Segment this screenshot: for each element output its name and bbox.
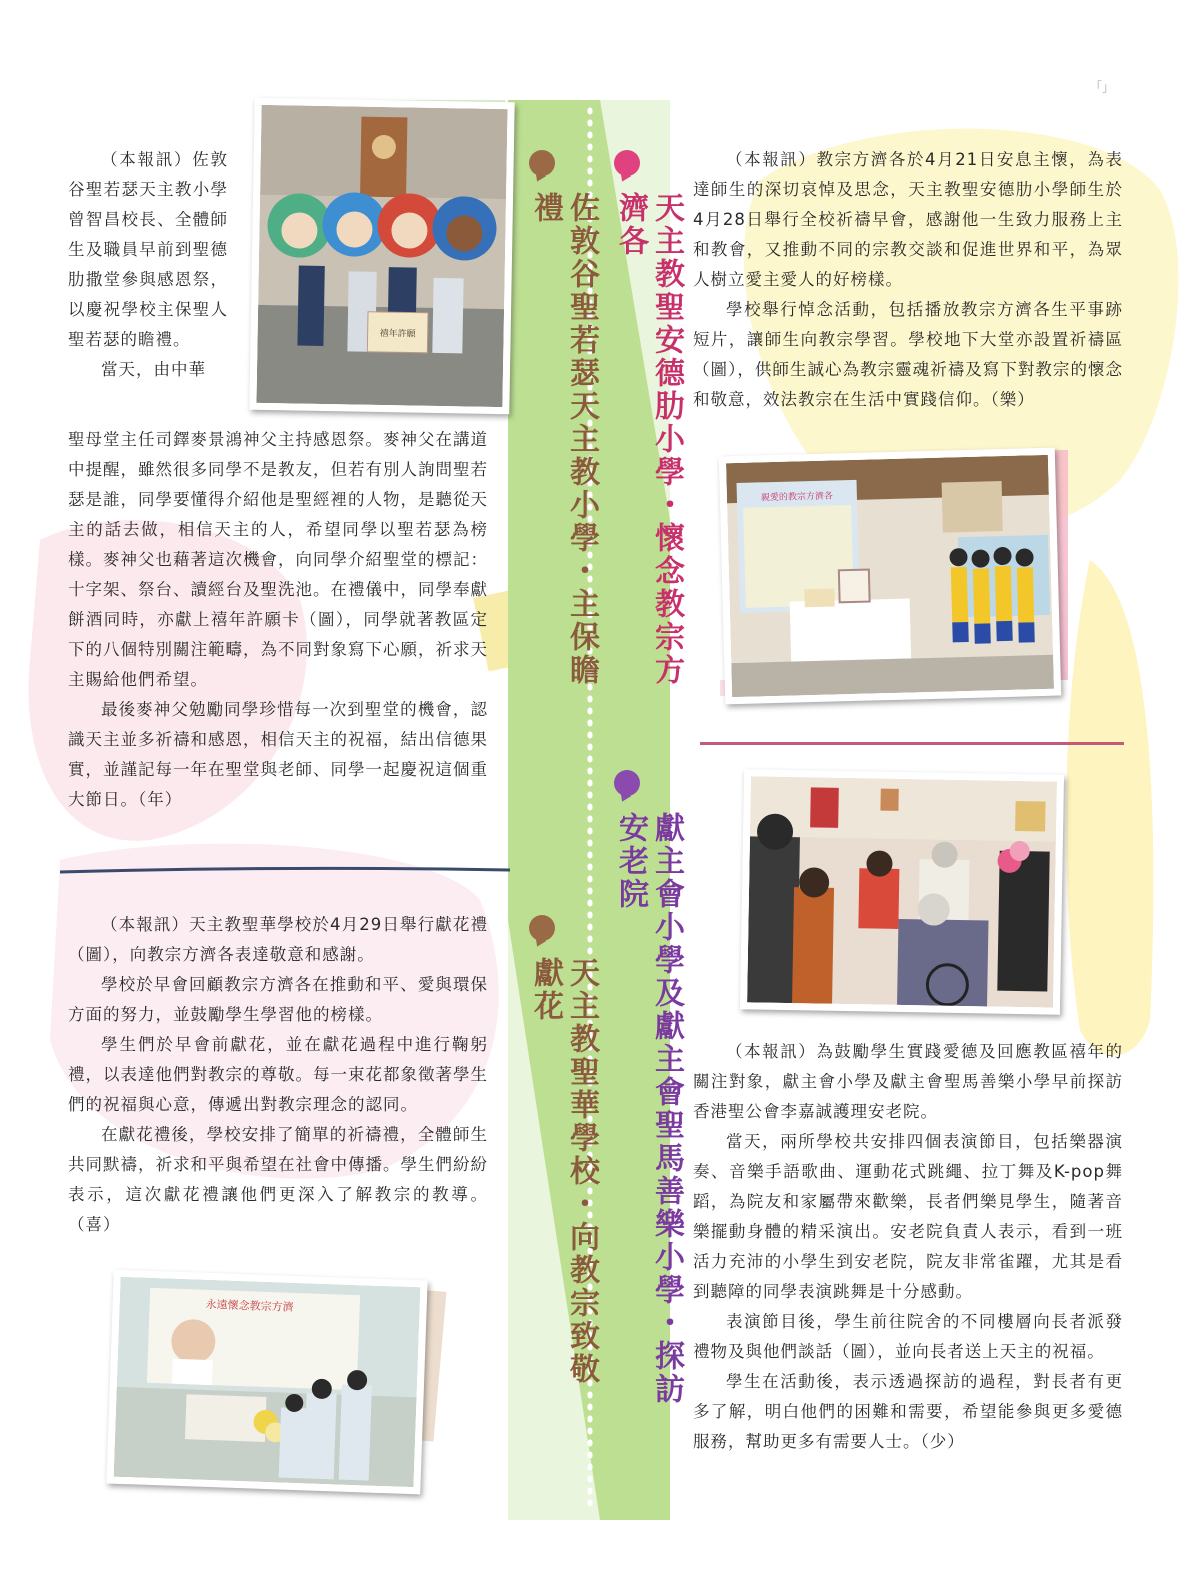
- bullet-dot-purple: [614, 770, 640, 796]
- prayer-board-title: 親愛的教宗方濟各: [760, 491, 834, 504]
- photo-students-with-mascots: [249, 98, 514, 414]
- article1-para2-rest: 聖母堂主任司鐸麥景鴻神父主持感恩祭。麥神父在講道中提醒，雖然很多同學不是教友，但若有別人詢問聖若瑟是誰，同學要懂得介紹他是聖經裡的人物，是聽從天主的話去做，相信天主的人，希望同學以聖若瑟為榜樣。麥神父也藉著這次機會，向同學介紹聖堂的標記：十字架、祭台、讀經台及聖洗池。在禮儀中，同學奉獻餅酒同時，亦獻上禧年許願卡（圖），同學就著教區定下的八個特別關注範疇，為不同對象寫下心願，祈求天主賜給他們希望。: [68, 430, 488, 689]
- article3-body: [693, 145, 1123, 415]
- bullet-dot-pink: [614, 150, 640, 176]
- article1-para2-start: 當天，由中華: [101, 360, 206, 379]
- memorial-screen-title: 永遠懷念教宗方濟: [205, 1297, 294, 1314]
- photo-elderly-home-visit: [740, 769, 1064, 1015]
- article1-para3: 最後麥神父勉勵同學珍惜每一次到聖堂的機會，認識天主並多祈禱和感恩，相信天主的祝福，結出信德果實，並謹記每一年在聖堂與老師、同學一起慶祝這個重大節日。（年）: [68, 700, 488, 809]
- article2-para1: （本報訊）天主教聖華學校於4月29日舉行獻花禮（圖），向教宗方濟各表達敬意和感謝。: [68, 915, 488, 964]
- article2-para2: 學校於早會回顧教宗方濟各在推動和平、愛與環保方面的努力，並鼓勵學生學習他的榜樣。: [68, 975, 488, 1024]
- article4-para1: （本報訊）為鼓勵學生實踐愛德及回應教區禧年的關注對象，獻主會小學及獻主會聖馬善樂小學早前探訪香港聖公會李嘉誠護理安老院。: [693, 1042, 1123, 1121]
- article4-para2: 當天，兩所學校共安排四個表演節目，包括樂器演奏、音樂手語歌曲、運動花式跳繩、拉丁舞及K-pop舞蹈，為院友和家屬帶來歡樂，長者們樂見學生，隨著音樂擺動身體的精采演出。安老院負責人表示，看到一班活力充沛的小學生到安老院，院友非常雀躍，尤其是看到聽障的同學表演跳舞是十分感動。: [693, 1132, 1123, 1301]
- article2-para4: 在獻花禮後，學校安排了簡單的祈禱禮，全體師生共同默禱，祈求和平與希望在社會中傳播。學生們紛紛表示，這次獻花禮讓他們更深入了解教宗的教導。（喜）: [68, 1125, 488, 1234]
- photo-flower-tribute: [106, 1270, 427, 1495]
- article1-body: [68, 425, 488, 815]
- article3-title: 天主教聖安德肋小學・懷念教宗方濟各: [613, 192, 684, 687]
- article3-para2: 學校舉行悼念活動，包括播放教宗方濟各生平事跡短片，讓師生向教宗學習。學校地下大堂亦設置祈禱區（圖），供師生誠心為教宗靈魂祈禱及寫下對教宗的懷念和敬意，效法教宗在生活中實踐信仰。（樂）: [693, 300, 1123, 409]
- article2-para3: 學生們於早會前獻花，並在獻花過程中進行鞠躬禮，以表達他們對教宗的尊敬。每一束花都象徵著學生們的祝福與心意，傳遞出對教宗理念的認同。: [68, 1035, 488, 1114]
- divider-left: [60, 864, 510, 876]
- article1-title: 佐敦谷聖若瑟天主教小學・主保瞻禮: [528, 192, 599, 687]
- divider-right: [700, 742, 1124, 745]
- article2-title: 天主教聖華學校・向教宗致敬獻花: [528, 957, 599, 1386]
- article4-para3: 表演節目後，學生前往院舍的不同樓層向長者派發禮物及與他們談話（圖），並向長者送上天主的祝福。: [693, 1312, 1123, 1361]
- article4-title: 獻主會小學及獻主會聖馬善樂小學・探訪安老院: [613, 812, 684, 1406]
- bullet-dot-brown-1: [529, 150, 555, 176]
- article4-para4: 學生在活動後，表示透過探訪的過程，對長者有更多了解，明白他們的困難和需要，希望能參與更多愛德服務，幫助更多有需要人士。（少）: [693, 1372, 1123, 1451]
- wish-card-sign: 禧年許願: [379, 328, 416, 340]
- article1-para1: （本報訊）佐敦谷聖若瑟天主教小學曾智昌校長、全體師生及職員早前到聖德肋撒堂參與感恩祭，以慶祝學校主保聖人聖若瑟的瞻禮。: [68, 150, 228, 349]
- page-mark: 「」: [1090, 80, 1115, 94]
- article3-para1: （本報訊）教宗方濟各於4月21日安息主懷，為表達師生的深切哀悼及思念，天主教聖安德肋小學師生於4月28日舉行全校祈禱早會，感謝他一生致力服務上主和教會，又推動不同的宗教交談和促進世界和平，為眾人樹立愛主愛人的好榜樣。: [693, 150, 1123, 289]
- photo-prayer-area: [719, 448, 1061, 705]
- bullet-dot-brown-2: [529, 915, 555, 941]
- article1-body-narrow: [68, 145, 228, 385]
- article4-body: [693, 1037, 1123, 1457]
- article2-body: [68, 910, 488, 1240]
